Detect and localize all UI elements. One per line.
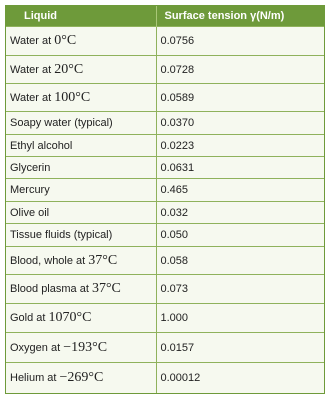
table-row bbox=[6, 84, 324, 112]
liquid-label: Mercury bbox=[10, 184, 50, 196]
header-surface-tension: Surface tension γ(N/m) bbox=[156, 6, 324, 27]
liquid-temperature: 37°C bbox=[88, 252, 118, 268]
liquid-cell bbox=[6, 247, 156, 275]
liquid-label: Water at bbox=[10, 91, 52, 104]
liquid-cell bbox=[6, 275, 156, 304]
liquid-cell bbox=[6, 27, 156, 56]
liquid-label: Olive oil bbox=[10, 206, 50, 219]
liquid-label: Gold at bbox=[10, 312, 46, 324]
liquid-cell bbox=[6, 179, 156, 202]
tension-value: 0.465 bbox=[156, 179, 324, 202]
tension-value: 0.0728 bbox=[156, 56, 324, 84]
liquid-cell bbox=[6, 304, 156, 333]
table-row bbox=[6, 56, 324, 84]
liquid-cell bbox=[6, 202, 156, 224]
tension-value: 0.0756 bbox=[156, 27, 324, 56]
liquid-cell bbox=[6, 157, 156, 179]
table-row bbox=[6, 333, 324, 363]
tension-value: 0.0589 bbox=[156, 84, 324, 112]
table-row bbox=[6, 157, 324, 179]
liquid-label: Helium at bbox=[10, 371, 57, 384]
table-body bbox=[6, 27, 324, 393]
liquid-cell bbox=[6, 224, 156, 247]
table-row bbox=[6, 112, 324, 135]
header-liquid: Liquid bbox=[6, 6, 156, 27]
tension-value: 0.032 bbox=[156, 202, 324, 224]
tension-value: 0.0370 bbox=[156, 112, 324, 135]
liquid-cell bbox=[6, 135, 156, 157]
table-header-row bbox=[6, 6, 324, 27]
liquid-label: Ethyl alcohol bbox=[10, 139, 73, 152]
tension-value: 0.00012 bbox=[156, 363, 324, 393]
tension-value: 0.050 bbox=[156, 224, 324, 247]
liquid-temperature: 100°C bbox=[54, 89, 91, 105]
liquid-cell bbox=[6, 84, 156, 112]
liquid-temperature: 20°C bbox=[54, 61, 84, 77]
liquid-label: Water at bbox=[10, 63, 52, 76]
liquid-cell bbox=[6, 56, 156, 84]
surface-tension-table bbox=[6, 6, 324, 393]
table-row bbox=[6, 179, 324, 202]
tension-value: 0.058 bbox=[156, 247, 324, 275]
table-row bbox=[6, 247, 324, 275]
liquid-cell bbox=[6, 363, 156, 393]
table-row bbox=[6, 363, 324, 393]
liquid-label: Water at bbox=[10, 35, 52, 47]
table-row bbox=[6, 27, 324, 56]
surface-tension-table-frame bbox=[5, 5, 325, 394]
tension-value: 0.0157 bbox=[156, 333, 324, 363]
liquid-temperature: −193°C bbox=[63, 339, 108, 355]
liquid-label: Oxygen at bbox=[10, 341, 61, 354]
liquid-label: Blood, whole at bbox=[10, 254, 86, 267]
liquid-temperature: 1070°C bbox=[48, 310, 92, 325]
liquid-temperature: −269°C bbox=[59, 369, 104, 385]
liquid-temperature: 37°C bbox=[91, 281, 121, 296]
tension-value: 0.073 bbox=[156, 275, 324, 304]
liquid-label: Glycerin bbox=[10, 161, 51, 174]
liquid-cell bbox=[6, 333, 156, 363]
liquid-temperature: 0°C bbox=[54, 33, 77, 48]
table-row bbox=[6, 304, 324, 333]
table-row bbox=[6, 224, 324, 247]
table-row bbox=[6, 275, 324, 304]
table-row bbox=[6, 202, 324, 224]
liquid-label: Tissue fluids (typical) bbox=[10, 229, 113, 241]
tension-value: 0.0223 bbox=[156, 135, 324, 157]
tension-value: 0.0631 bbox=[156, 157, 324, 179]
liquid-label: Soapy water (typical) bbox=[10, 117, 113, 129]
liquid-label: Blood plasma at bbox=[10, 283, 89, 295]
table-row bbox=[6, 135, 324, 157]
liquid-cell bbox=[6, 112, 156, 135]
tension-value: 1.000 bbox=[156, 304, 324, 333]
